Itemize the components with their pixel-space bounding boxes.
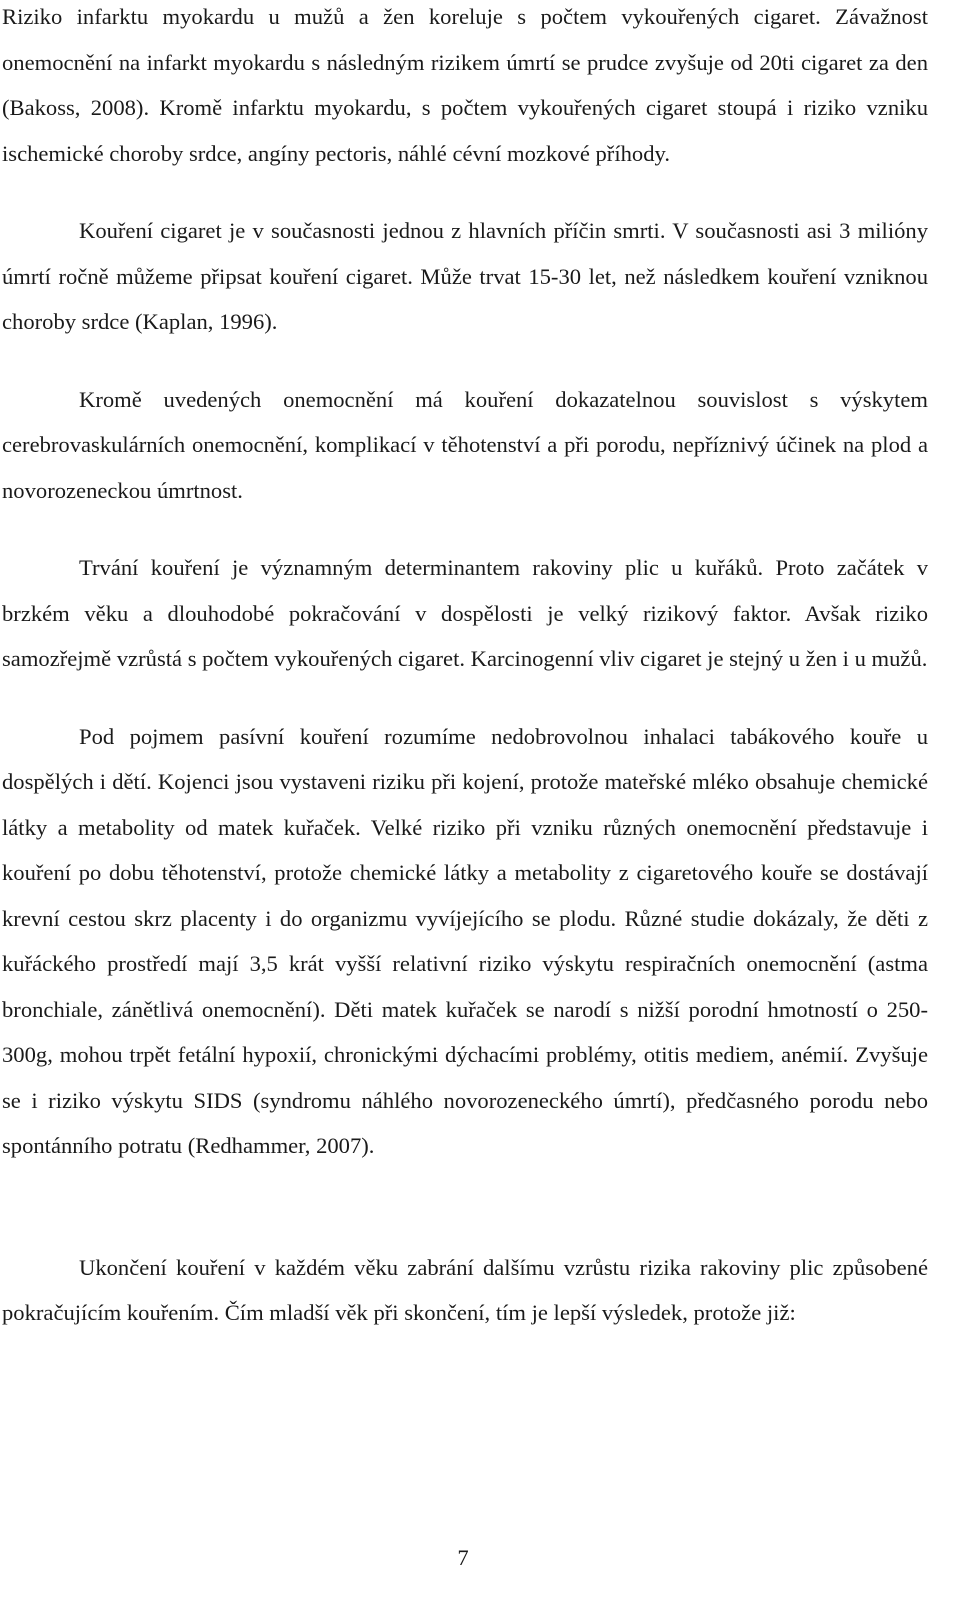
paragraph-quitting-smoking: Ukončení kouření v každém věku zabrání dalšímu vzrůstu rizika rakoviny plic způsobené pokračujícím kouřením. Čím mladší věk při skončení, tím je lepší výsledek, protože již:: [2, 1254, 928, 1325]
document-body: [2, 0, 928, 1336]
paragraph-causes-of-death: Kouření cigaret je v současnosti jednou z hlavních příčin smrti. V současnosti asi 3 milióny úmrtí ročně můžeme připsat kouření cigaret. Může trvat 15-30 let, než následkem kouření vzniknou choroby srdce (Kaplan, 1996).: [2, 218, 928, 334]
paragraph-myocardial-infarction: Riziko infarktu myokardu u mužů a žen koreluje s počtem vykouřených cigaret. Závažnost onemocnění na infarkt myokardu s následným rizikem úmrtí se prudce zvyšuje od 20ti cigaret za den (Bakoss, 2008). Kromě infarktu myokardu, s počtem vykouřených cigaret stoupá i riziko vzniku ischemické choroby srdce, angíny pectoris, náhlé cévní mozkové příhody.: [2, 4, 928, 166]
paragraph-lung-cancer: Trvání kouření je významným determinantem rakoviny plic u kuřáků. Proto začátek v brzkém věku a dlouhodobé pokračování v dospělosti je velký rizikový faktor. Avšak riziko samozřejmě vzrůstá s počtem vykouřených cigaret. Karcinogenní vliv cigaret je stejný u žen i u mužů.: [2, 555, 928, 671]
paragraph-other-diseases: Kromě uvedených onemocnění má kouření dokazatelnou souvislost s výskytem cerebrovaskulárních onemocnění, komplikací v těhotenství a při porodu, nepříznivý účinek na plod a novorozeneckou úmrtnost.: [2, 386, 928, 503]
paragraph-passive-smoking: Pod pojmem pasívní kouření rozumíme nedobrovolnou inhalaci tabákového kouře u dospělých i dětí. Kojenci jsou vystaveni riziku při kojení, protože mateřské mléko obsahuje chemické látky a metabolity od matek kuřaček. Velké riziko při vzniku různých onemocnění představuje i kouření po dobu těhotenství, protože chemické látky a metabolity z cigaretového kouře se dostávají krevní cestou skrz placenty i do organizmu vyvíjejícího se plodu. Různé studie dokázaly, že děti z kuřáckého prostředí mají 3,5 krát vyšší relativní riziko výskytu respiračních onemocnění (astma bronchiale, zánětlivá onemocnění). Děti matek kuřaček se narodí s nižší porodní hmotností o 250-300g, mohou trpět fetální hypoxií, chronickými dýchacími problémy, otitis mediem, anémií. Zvyšuje se i riziko výskytu SIDS (syndromu náhlého novorozeneckého úmrtí), předčasného porodu nebo spontánního potratu (Redhammer, 2007).: [2, 723, 928, 1158]
page-number: 7: [457, 1545, 469, 1570]
